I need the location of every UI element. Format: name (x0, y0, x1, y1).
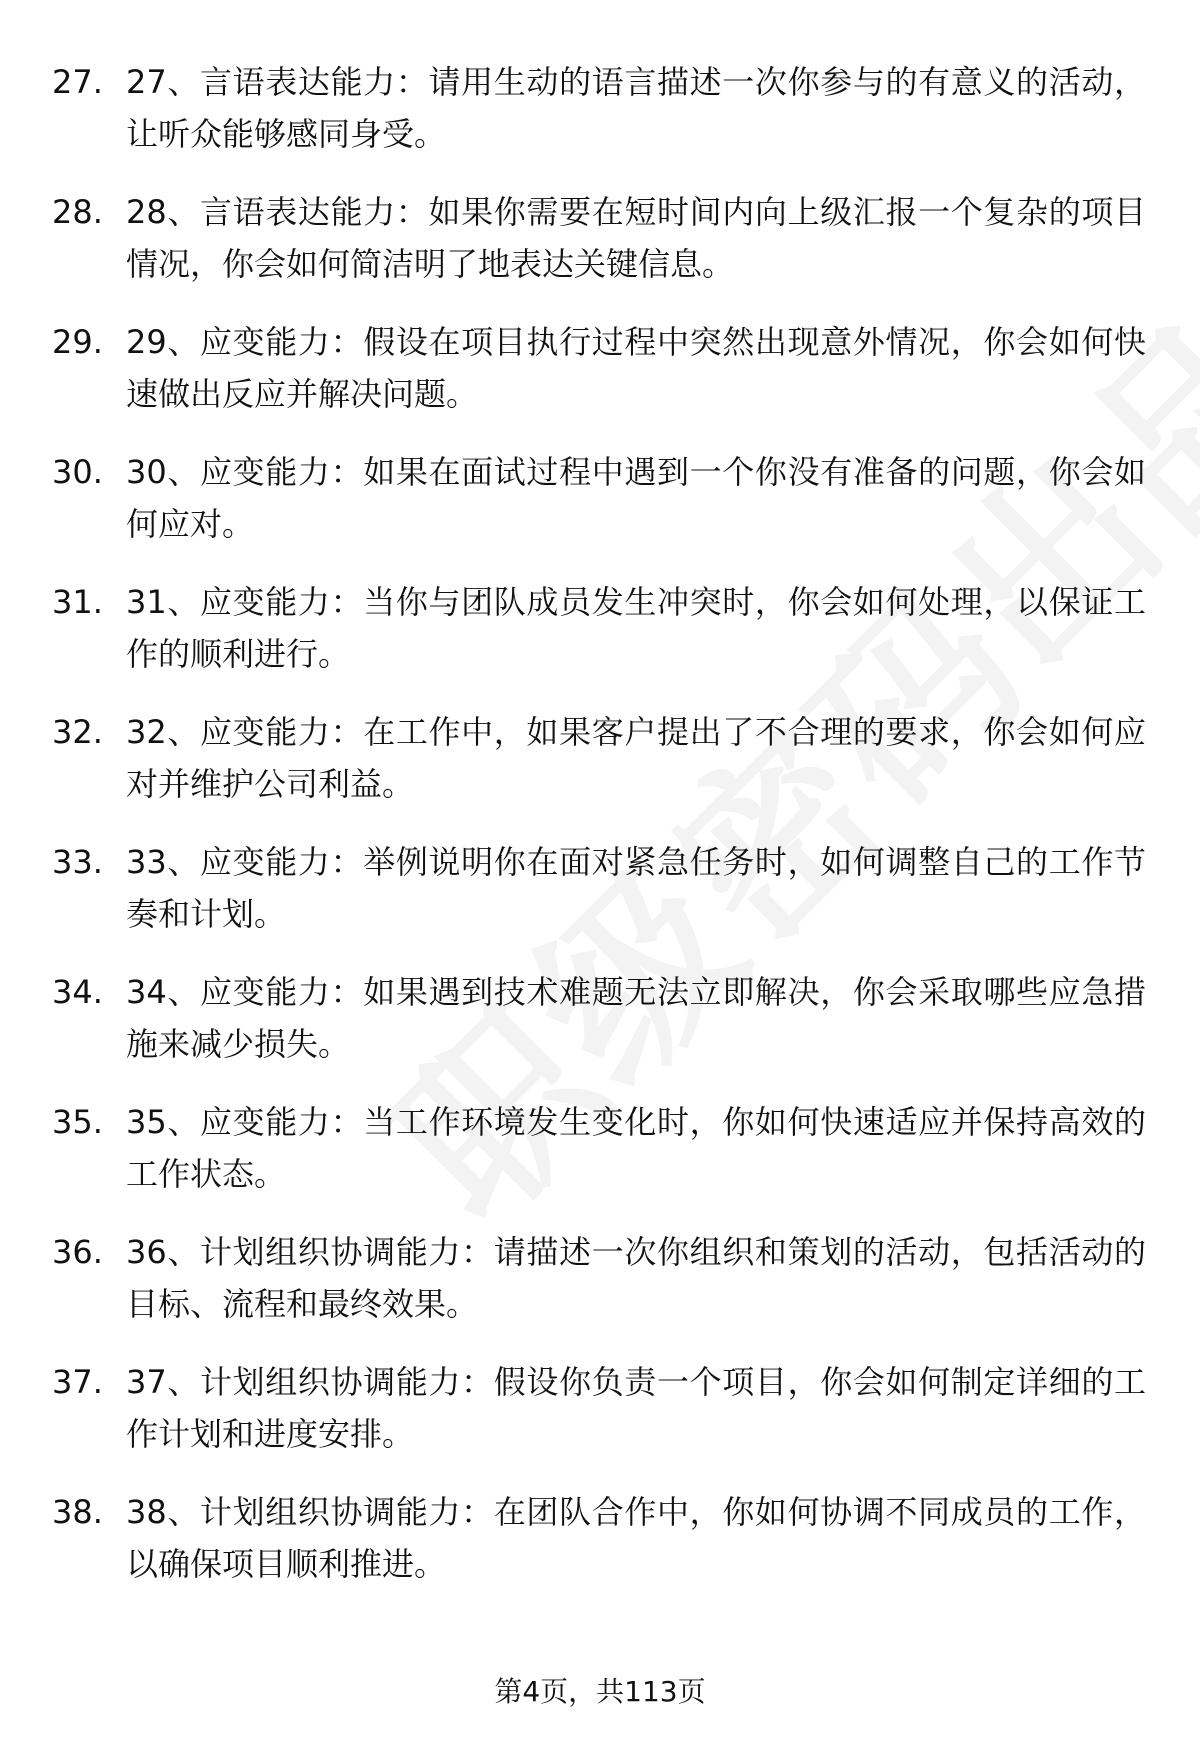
question-item (0, 1356, 1200, 1486)
question-item (0, 186, 1200, 316)
question-item (0, 446, 1200, 576)
question-item (0, 1096, 1200, 1226)
question-text: 37、计划组织协调能力：假设你负责一个项目，你会如何制定详细的工作计划和进度安排。 (126, 1363, 1146, 1453)
question-text: 27、言语表达能力：请用生动的语言描述一次你参与的有意义的活动，让听众能够感同身受。 (126, 63, 1146, 153)
question-number: 28. (52, 193, 103, 231)
question-list (0, 56, 1200, 1616)
question-number: 37. (52, 1363, 103, 1401)
question-number: 34. (52, 973, 103, 1011)
question-item (0, 576, 1200, 706)
question-number: 29. (52, 323, 103, 361)
question-item (0, 706, 1200, 836)
question-text: 30、应变能力：如果在面试过程中遇到一个你没有准备的问题，你会如何应对。 (126, 453, 1146, 543)
question-number: 38. (52, 1493, 103, 1531)
question-number: 33. (52, 843, 103, 881)
question-text: 29、应变能力：假设在项目执行过程中突然出现意外情况，你会如何快速做出反应并解决问题。 (126, 323, 1146, 413)
question-item (0, 1226, 1200, 1356)
question-item (0, 56, 1200, 186)
question-text: 36、计划组织协调能力：请描述一次你组织和策划的活动，包括活动的目标、流程和最终效果。 (126, 1233, 1146, 1323)
question-number: 30. (52, 453, 103, 491)
question-text: 35、应变能力：当工作环境发生变化时，你如何快速适应并保持高效的工作状态。 (126, 1103, 1146, 1193)
question-text: 32、应变能力：在工作中，如果客户提出了不合理的要求，你会如何应对并维护公司利益。 (126, 713, 1146, 803)
question-number: 31. (52, 583, 103, 621)
question-text: 28、言语表达能力：如果你需要在短时间内向上级汇报一个复杂的项目情况，你会如何简洁明了地表达关键信息。 (126, 193, 1146, 283)
question-item (0, 836, 1200, 966)
question-number: 27. (52, 63, 103, 101)
question-item (0, 1486, 1200, 1616)
question-text: 34、应变能力：如果遇到技术难题无法立即解决，你会采取哪些应急措施来减少损失。 (126, 973, 1146, 1063)
question-item (0, 966, 1200, 1096)
question-number: 35. (52, 1103, 103, 1141)
page-footer: 第4页，共113页 (494, 1675, 706, 1708)
question-item (0, 316, 1200, 446)
question-number: 32. (52, 713, 103, 751)
question-text: 38、计划组织协调能力：在团队合作中，你如何协调不同成员的工作，以确保项目顺利推进。 (126, 1493, 1146, 1583)
question-number: 36. (52, 1233, 103, 1271)
question-text: 31、应变能力：当你与团队成员发生冲突时，你会如何处理，以保证工作的顺利进行。 (126, 583, 1146, 673)
question-text: 33、应变能力：举例说明你在面对紧急任务时，如何调整自己的工作节奏和计划。 (126, 843, 1146, 933)
